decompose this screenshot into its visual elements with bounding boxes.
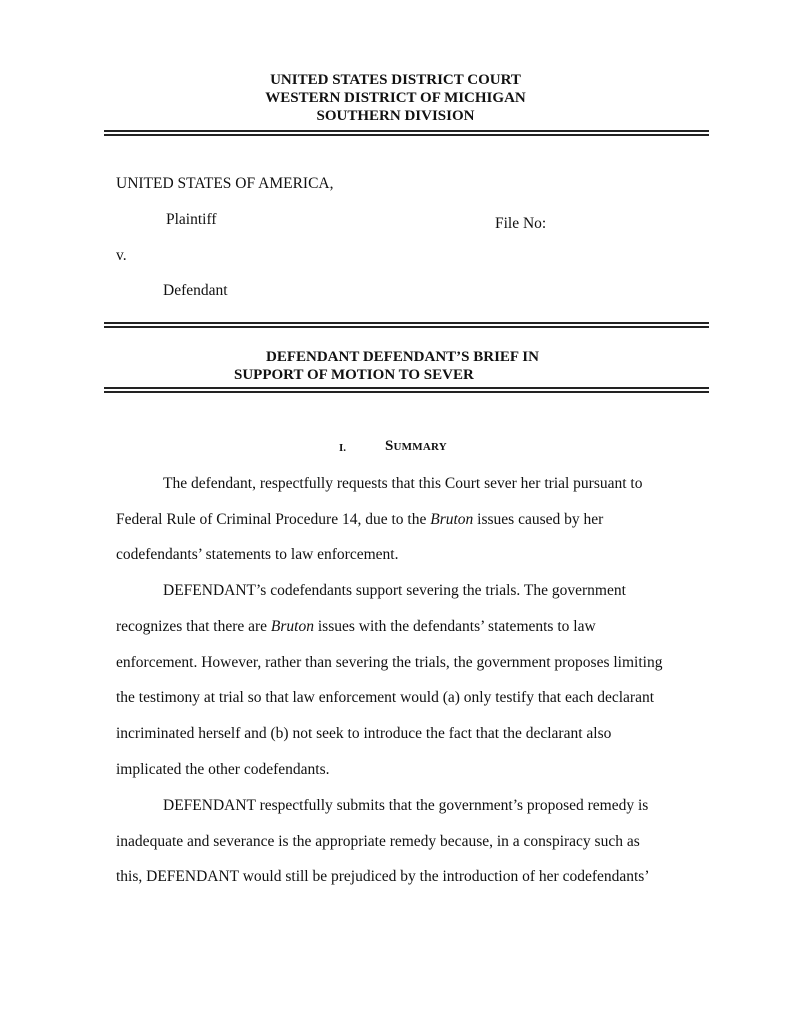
file-number-label: File No:: [495, 215, 547, 232]
court-division: SOUTHERN DIVISION: [316, 108, 475, 124]
paragraph-3-line-2: inadequate and severance is the appropriate remedy because, in a conspiracy such as: [116, 833, 640, 850]
caption-divider-top: [104, 322, 709, 324]
paragraph-3-line-1: DEFENDANT respectfully submits that the government’s proposed remedy is: [163, 797, 649, 814]
paragraph-2-line-2: recognizes that there are Bruton issues with the defendants’ statements to law: [116, 618, 596, 635]
title-divider-top: [104, 387, 709, 389]
document-title-line2: SUPPORT OF MOTION TO SEVER: [234, 367, 474, 383]
case-name-bruton: Bruton: [270, 618, 314, 635]
document-title-line1: DEFENDANT DEFENDANT’S BRIEF IN: [266, 349, 539, 365]
defendant-role: Defendant: [163, 282, 228, 299]
paragraph-2-line-4: the testimony at trial so that law enforcement would (a) only testify that each declarant: [116, 689, 655, 706]
case-name-bruton: Bruton: [430, 511, 474, 528]
caption-divider-bottom: [104, 326, 709, 328]
plaintiff-role: Plaintiff: [166, 211, 217, 228]
paragraph-2-line-1: DEFENDANT’s codefendants support severing the trials. The government: [163, 582, 626, 599]
section-heading: Summary: [385, 438, 447, 454]
paragraph-1-line-2: Federal Rule of Criminal Procedure 14, due to the Bruton issues caused by her: [116, 511, 604, 528]
paragraph-1-line-1: The defendant, respectfully requests that this Court sever her trial pursuant to: [163, 475, 643, 492]
court-name: UNITED STATES DISTRICT COURT: [270, 72, 521, 88]
paragraph-3-line-3: this, DEFENDANT would still be prejudiced by the introduction of her codefendants’: [116, 868, 650, 885]
court-district: WESTERN DISTRICT OF MICHIGAN: [265, 90, 526, 106]
section-number: I.: [339, 442, 347, 454]
versus: v.: [116, 247, 127, 264]
paragraph-2-line-6: implicated the other codefendants.: [116, 761, 330, 778]
paragraph-2-line-3: enforcement. However, rather than severing the trials, the government proposes limiting: [116, 654, 663, 671]
paragraph-2-line-5: incriminated herself and (b) not seek to introduce the fact that the declarant also: [116, 725, 612, 742]
header-divider-top: [104, 130, 709, 132]
paragraph-1-line-3: codefendants’ statements to law enforcement.: [116, 546, 399, 563]
plaintiff-name: UNITED STATES OF AMERICA,: [116, 175, 334, 192]
title-divider-bottom: [104, 391, 709, 393]
header-divider-bottom: [104, 134, 709, 136]
